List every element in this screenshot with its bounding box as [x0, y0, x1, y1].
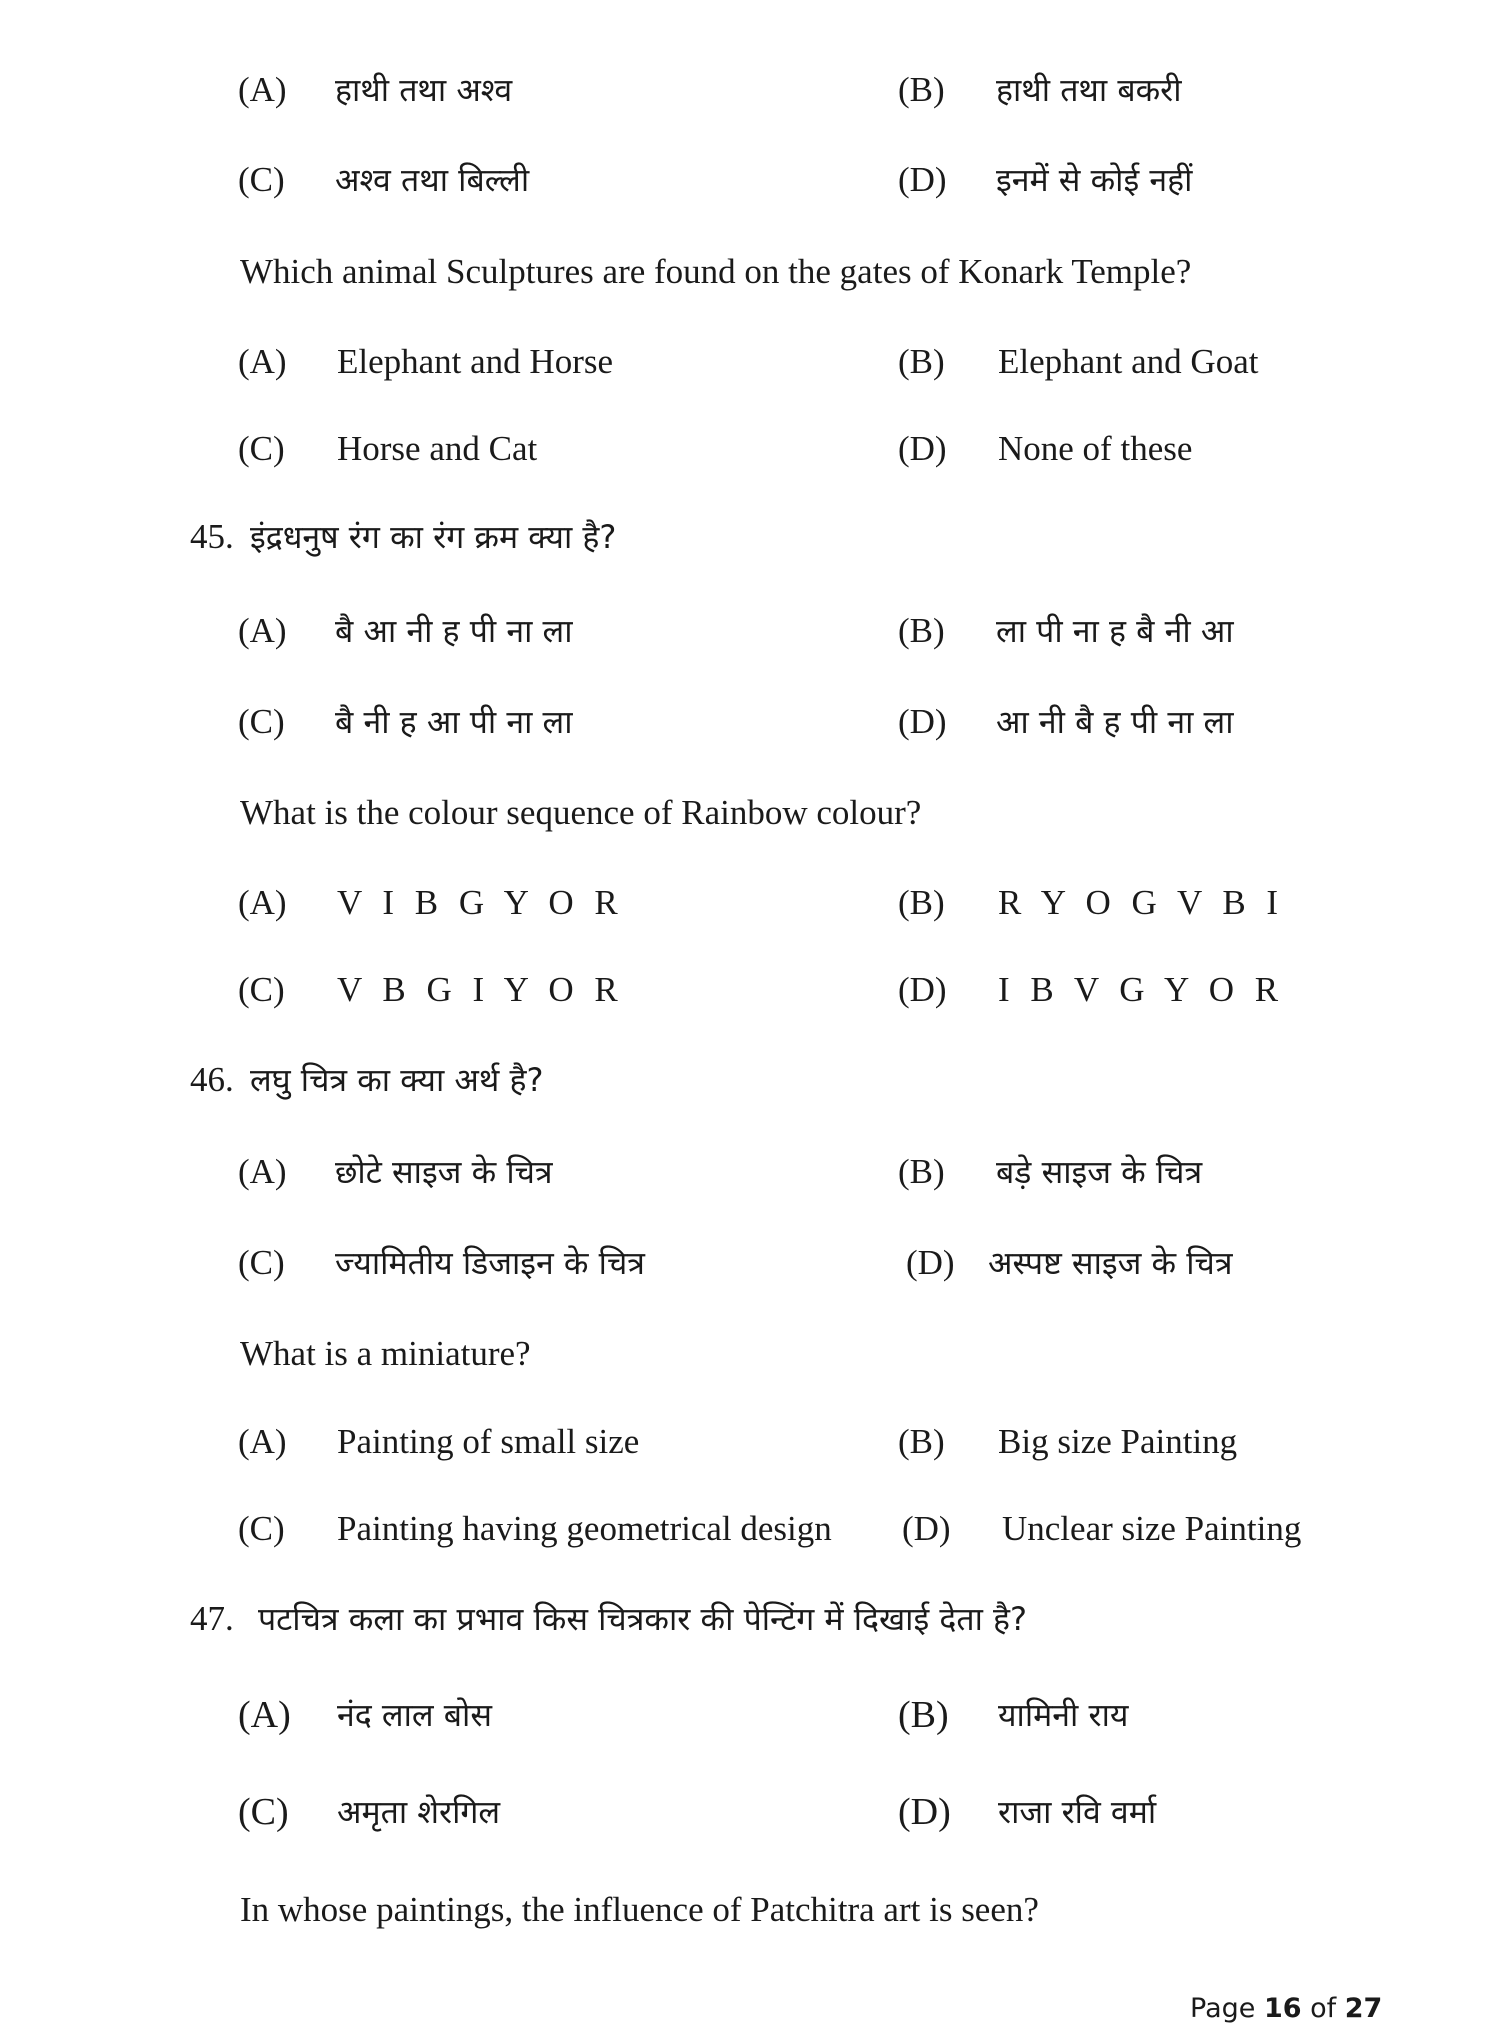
option-text: बै नी ह आ पी ना ला [335, 703, 573, 741]
option-letter: (C) [238, 1509, 285, 1548]
option-letter: (C) [238, 1791, 289, 1833]
option-text: I B V G Y O R [998, 970, 1285, 1009]
option-letter: (C) [238, 1243, 285, 1282]
of-label: of [1310, 1993, 1337, 2024]
option-letter: (C) [238, 970, 285, 1009]
option-text: Painting of small size [337, 1422, 640, 1461]
option-letter: (D) [902, 1509, 951, 1548]
option-text: R Y O G V B I [998, 883, 1285, 922]
question-47 [0, 1597, 1505, 1641]
option-letter: (B) [898, 1152, 945, 1191]
page-number [1190, 1992, 1382, 2026]
option-letter: (C) [238, 702, 285, 741]
option-row [0, 881, 1505, 925]
option-text: हाथी तथा बकरी [996, 71, 1182, 109]
question-text-hindi: इंद्रधनुष रंग का रंग क्रम क्या है? [250, 518, 617, 556]
option-text: Big size Painting [998, 1422, 1238, 1461]
option-text: राजा रवि वर्मा [998, 1793, 1157, 1831]
option-letter: (A) [238, 611, 287, 650]
option-text: हाथी तथा अश्व [335, 71, 513, 109]
question-number: 46. [190, 1060, 234, 1099]
option-letter: (D) [898, 160, 947, 199]
question-45 [0, 515, 1505, 559]
option-letter: (B) [898, 611, 945, 650]
option-text: Painting having geometrical design [337, 1509, 832, 1548]
page-total: 27 [1344, 1993, 1383, 2024]
question-text-english: What is a miniature? [240, 1334, 531, 1373]
question-46 [0, 1058, 1505, 1102]
option-row [0, 340, 1505, 384]
option-row [0, 158, 1505, 202]
option-letter: (D) [906, 1243, 955, 1282]
option-row [0, 1241, 1505, 1285]
option-row [0, 1693, 1505, 1741]
option-letter: (D) [898, 970, 947, 1009]
option-row [0, 968, 1505, 1012]
option-text: बै आ नी ह पी ना ला [335, 612, 573, 650]
option-letter: (B) [898, 1422, 945, 1461]
option-letter: (B) [898, 883, 945, 922]
question-text-english: What is the colour sequence of Rainbow colour? [240, 793, 922, 832]
option-row [0, 1790, 1505, 1838]
option-text: इनमें से कोई नहीं [996, 161, 1193, 199]
option-text: आ नी बै ह पी ना ला [996, 703, 1234, 741]
option-letter: (D) [898, 702, 947, 741]
option-text: Elephant and Horse [337, 342, 614, 381]
option-letter: (D) [898, 429, 947, 468]
option-text: बड़े साइज के चित्र [996, 1153, 1203, 1191]
option-row [0, 609, 1505, 653]
page-current: 16 [1263, 1993, 1302, 2024]
option-letter: (D) [898, 1791, 951, 1833]
option-letter: (A) [238, 70, 287, 109]
page-label: Page [1190, 1993, 1256, 2024]
question-text-english: Which animal Sculptures are found on the gates of Konark Temple? [240, 252, 1192, 291]
option-letter: (A) [238, 1422, 287, 1461]
option-letter: (C) [238, 160, 285, 199]
option-text: अश्व तथा बिल्ली [335, 161, 530, 199]
option-letter: (B) [898, 342, 945, 381]
option-letter: (B) [898, 70, 945, 109]
option-row [0, 1150, 1505, 1194]
option-letter: (A) [238, 883, 287, 922]
option-row [0, 1507, 1505, 1551]
option-letter: (B) [898, 1694, 949, 1736]
question-text-english: In whose paintings, the influence of Patchitra art is seen? [240, 1890, 1039, 1929]
option-letter: (A) [238, 342, 287, 381]
question-text-hindi: पटचित्र कला का प्रभाव किस चित्रकार की पेन्टिंग में दिखाई देता है? [258, 1600, 1028, 1638]
option-row [0, 68, 1505, 112]
option-letter: (C) [238, 429, 285, 468]
question-number: 47. [190, 1599, 234, 1638]
option-letter: (A) [238, 1694, 291, 1736]
option-text: Unclear size Painting [1002, 1509, 1302, 1548]
option-text: नंद लाल बोस [337, 1696, 492, 1734]
option-text: अमृता शेरगिल [337, 1793, 501, 1831]
option-letter: (A) [238, 1152, 287, 1191]
option-row [0, 427, 1505, 471]
option-text: V B G I Y O R [337, 970, 624, 1009]
option-text: ला पी ना ह बै नी आ [996, 612, 1234, 650]
option-text: Horse and Cat [337, 429, 538, 468]
option-row [0, 700, 1505, 744]
option-text: ज्यामितीय डिजाइन के चित्र [335, 1244, 645, 1282]
option-text: None of these [998, 429, 1193, 468]
option-text: यामिनी राय [998, 1696, 1129, 1734]
option-text: Elephant and Goat [998, 342, 1259, 381]
option-text: छोटे साइज के चित्र [335, 1153, 553, 1191]
question-number: 45. [190, 517, 234, 556]
question-text-hindi: लघु चित्र का क्या अर्थ है? [250, 1061, 544, 1099]
option-row [0, 1420, 1505, 1464]
option-text: V I B G Y O R [337, 883, 624, 922]
option-text: अस्पष्ट साइज के चित्र [988, 1244, 1233, 1282]
